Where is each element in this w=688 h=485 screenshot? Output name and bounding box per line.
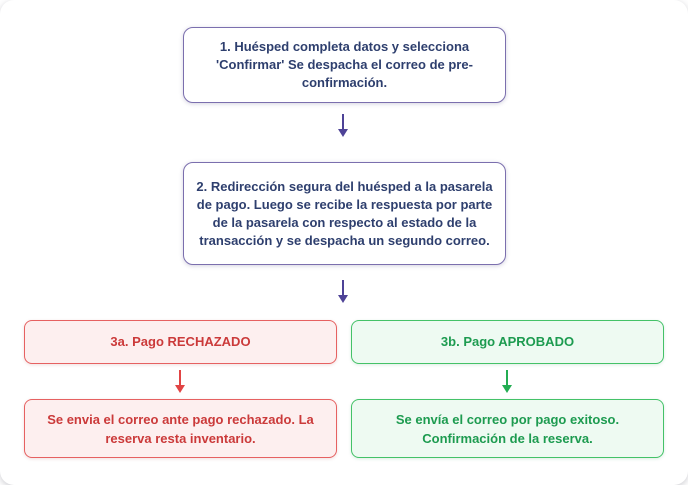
arrow-head xyxy=(338,129,348,137)
arrow-down-step1-to-step2-icon xyxy=(337,114,349,137)
arrow-shaft xyxy=(342,280,344,295)
node-payment-approved-detail: Se envía el correo por pago exitoso. Confirmación de la reserva. xyxy=(351,399,664,458)
payment-approved-label: 3b. Pago APROBADO xyxy=(440,334,575,349)
arrow-shaft xyxy=(342,114,344,129)
arrow-shaft xyxy=(179,370,181,385)
arrow-head xyxy=(175,385,185,393)
node-payment-rejected-title xyxy=(24,320,337,364)
arrow-down-approved-icon xyxy=(501,370,513,393)
arrow-shaft xyxy=(506,370,508,385)
arrow-down-rejected-icon xyxy=(174,370,186,393)
node-step1: 1. Huésped completa datos y selecciona 'Confirmar' Se despacha el correo de pre- confirmación. xyxy=(183,27,506,103)
node-payment-rejected-detail: Se envia el correo ante pago rechazado. La reserva resta inventario. xyxy=(24,399,337,458)
arrow-head xyxy=(502,385,512,393)
node-payment-approved-title xyxy=(351,320,664,364)
payment-rejected-label: 3a. Pago RECHAZADO xyxy=(110,334,251,349)
arrow-head xyxy=(338,295,348,303)
arrow-down-step2-to-branches-icon xyxy=(337,280,349,303)
node-step2: 2. Redirección segura del huésped a la pasarela de pago. Luego se recibe la respuesta por parte de la pasarela con respecto al estado de la transacción y se despacha un segundo correo. xyxy=(183,162,506,265)
